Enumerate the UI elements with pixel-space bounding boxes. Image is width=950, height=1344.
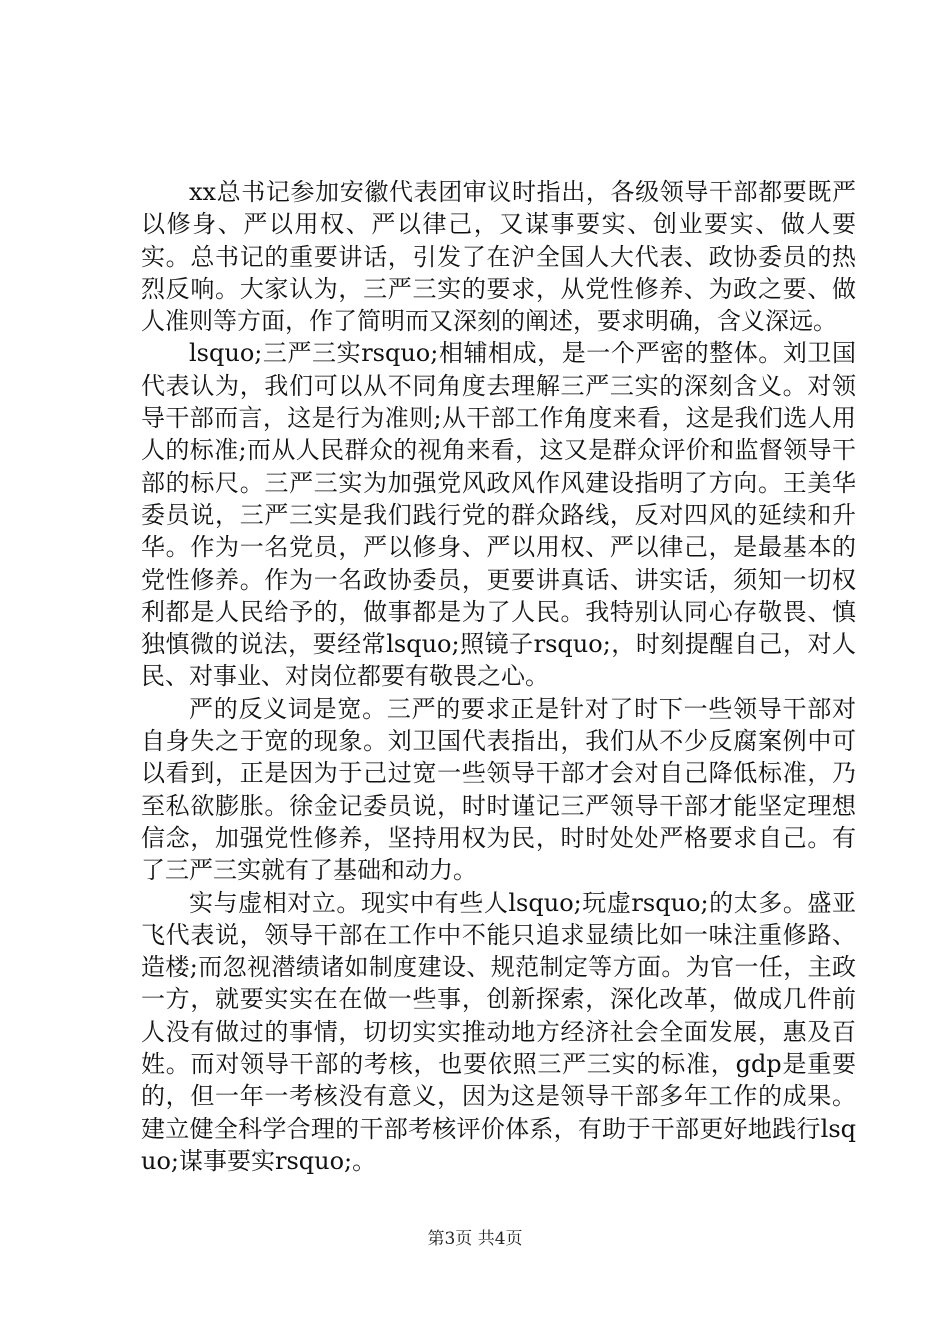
paragraph-1: xx总书记参加安徽代表团审议时指出，各级领导干部都要既严以修身、严以用权、严以律己，又谋事要实、创业要实、做人要实。总书记的重要讲话，引发了在沪全国人大代表、政协委员的热烈反响。大家认为，三严三实的要求，从党性修养、为政之要、做人准则等方面，作了简明而又深刻的阐述，要求明确，含义深远。 (141, 178, 856, 336)
page-number-footer: 第3页 共4页 (427, 1229, 523, 1249)
document-body (141, 176, 856, 1177)
paragraph-2: lsquo;三严三实rsquo;相辅相成，是一个严密的整体。刘卫国代表认为，我们可以从不同角度去理解三严三实的深刻含义。对领导干部而言，这是行为准则;从干部工作角度来看，这是我们选人用人的标准;而从人民群众的视角来看，这又是群众评价和监督领导干部的标尺。三严三实为加强党风政风作风建设指明了方向。王美华委员说，三严三实是我们践行党的群众路线，反对四风的延续和升华。作为一名党员，严以修身、严以用权、严以律己，是最基本的党性修养。作为一名政协委员，更要讲真话、讲实话，须知一切权利都是人民给予的，做事都是为了人民。我特别认同心存敬畏、慎独慎微的说法，要经常lsquo;照镜子rsquo;，时刻提醒自己，对人民、对事业、对岗位都要有敬畏之心。 (141, 339, 856, 691)
paragraph-4: 实与虚相对立。现实中有些人lsquo;玩虚rsquo;的太多。盛亚飞代表说，领导干部在工作中不能只追求显绩比如一味注重修路、造楼;而忽视潜绩诸如制度建设、规范制定等方面。为官一任，主政一方，就要实实在在做一些事，创新探索，深化改革，做成几件前人没有做过的事情，切切实实推动地方经济社会全面发展，惠及百姓。而对领导干部的考核，也要依照三严三实的标准，gdp是重要的，但一年一考核没有意义，因为这是领导干部多年工作的成果。建立健全科学合理的干部考核评价体系，有助于干部更好地践行lsquo;谋事要实rsquo;。 (141, 888, 856, 1175)
paragraph-3: 严的反义词是宽。三严的要求正是针对了时下一些领导干部对自身失之于宽的现象。刘卫国代表指出，我们从不少反腐案例中可以看到，正是因为于己过宽一些领导干部才会对自己降低标准，乃至私欲膨胀。徐金记委员说，时时谨记三严领导干部才能坚定理想信念，加强党性修养，坚持用权为民，时时处处严格要求自己。有了三严三实就有了基础和动力。 (141, 694, 856, 885)
